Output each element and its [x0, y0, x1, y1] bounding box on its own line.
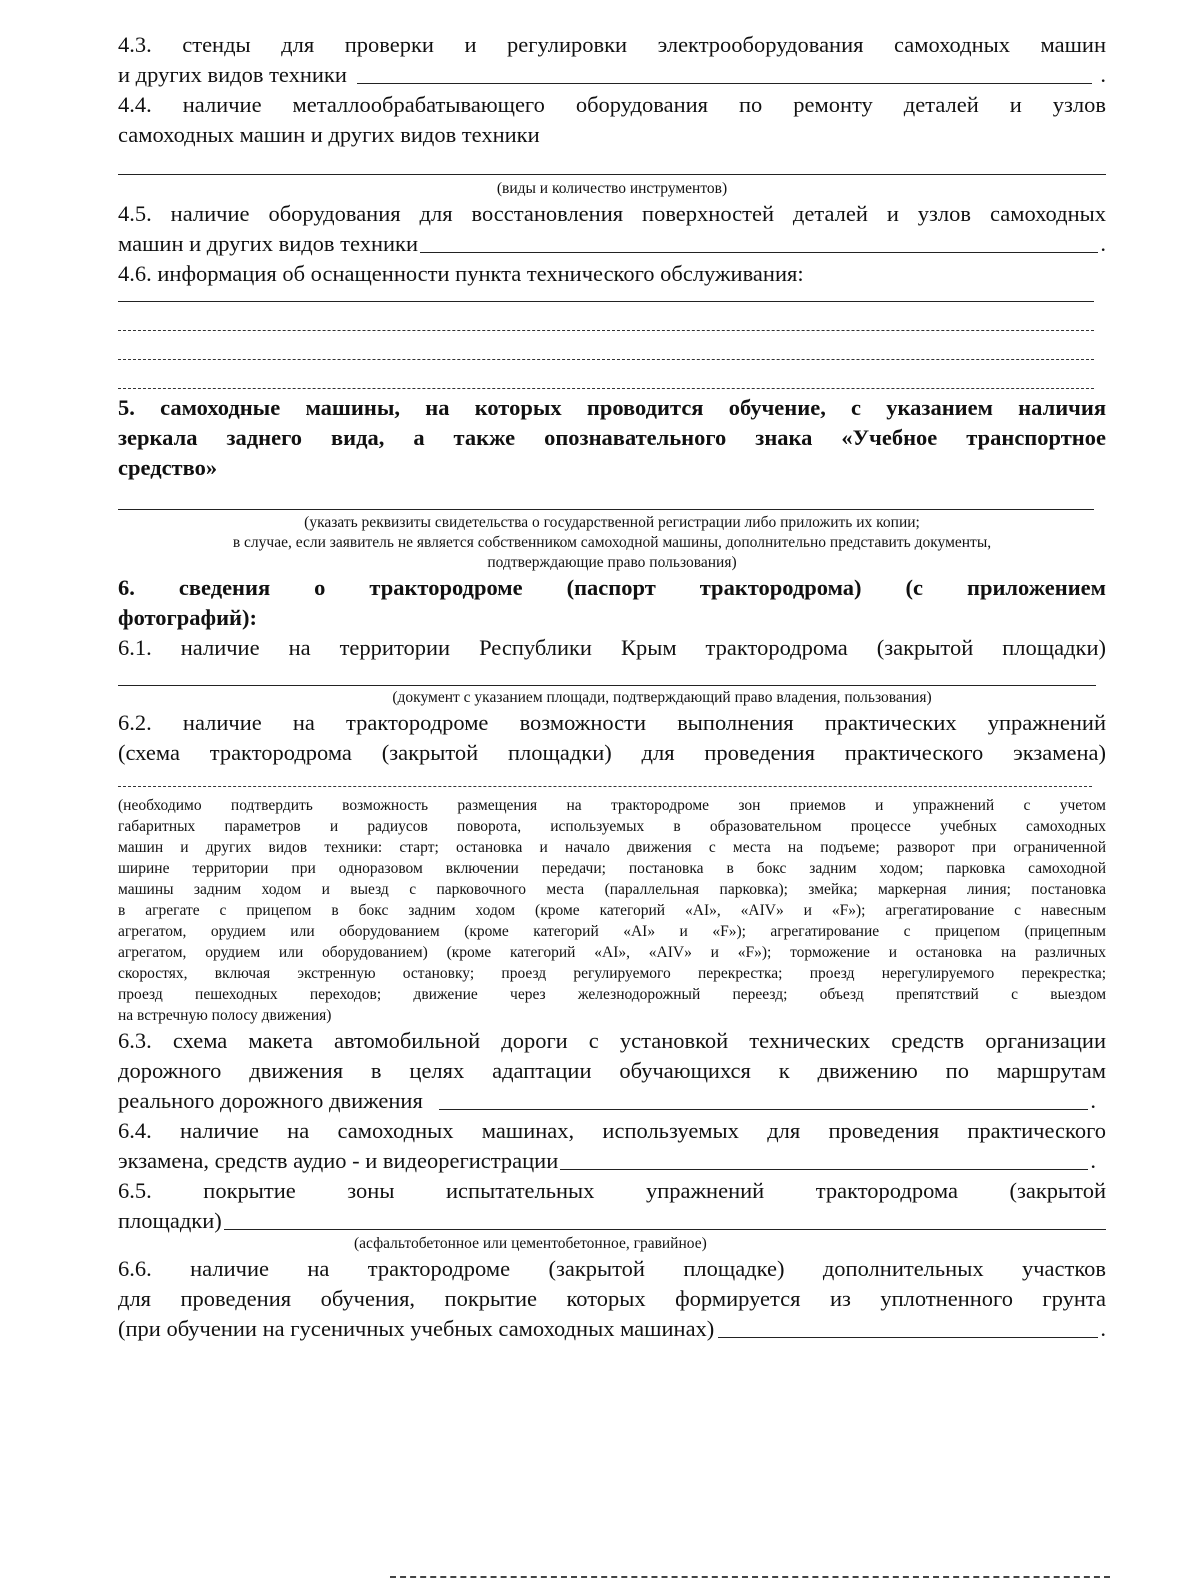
section-6-4-line1: 6.4. наличие на самоходных машинах, используемых для проведения практического [118, 1118, 1106, 1143]
note-line: скоростях, включая экстренную остановку; проезд регулируемого перекрестка; проезд нерегулируемого перекрестка; [118, 965, 1106, 982]
section-6-1-line1: 6.1. наличие на территории Республики Крым трактородрома (закрытой площадки) [118, 635, 1106, 660]
section-6-5-line2 [118, 1206, 1106, 1236]
section-6-5-text: площадки) [118, 1208, 222, 1233]
section-6-3-line1: 6.3. схема макета автомобильной дороги с установкой технических средств организации [118, 1028, 1106, 1053]
section-5-line1: 5. самоходные машины, на которых проводится обучение, с указанием наличия [118, 395, 1106, 420]
section-4-5-line2 [118, 229, 1106, 259]
section-5-fill-line[interactable] [118, 483, 1094, 510]
section-6-line2: фотографий): [118, 605, 257, 630]
section-6-4-fill-line[interactable] [560, 1151, 1088, 1170]
section-5-caption-2: в случае, если заявитель не является собственником самоходной машины, дополнительно представить документы, [232, 534, 992, 551]
note-line: габаритных параметров и радиусов поворота, используемых в образовательном процессе учебных самоходных [118, 818, 1106, 835]
section-4-4-line2: самоходных машин и других видов техники [118, 122, 540, 147]
section-4-6-fill-line-2[interactable] [118, 302, 1094, 331]
section-6-1-fill-line[interactable] [118, 663, 1096, 686]
note-line: в агрегате с прицепом в бокс задним ходом (кроме категорий «AI», «AIV» и «F»); агрегатирование с навесным [118, 902, 1106, 919]
section-6-3-fill-line[interactable] [439, 1091, 1089, 1110]
section-6-3-line3 [118, 1086, 1106, 1116]
section-4-4-fill-line[interactable] [118, 150, 1106, 175]
section-6-4-text: экзамена, средств аудио - и видеорегистрации [118, 1148, 559, 1173]
section-6-6-text: (при обучении на гусеничных учебных самоходных машинах) [118, 1316, 715, 1341]
document-page [118, 30, 1106, 1344]
section-6-5-fill-line[interactable] [224, 1211, 1106, 1230]
note-line: на встречную полосу движения) [118, 1007, 332, 1024]
section-6-4-end: . [1090, 1148, 1096, 1173]
section-4-6-line1: 4.6. информация об оснащенности пункта технического обслуживания: [118, 261, 804, 286]
section-6-6-line2: для проведения обучения, покрытие которых формируется из уплотненного грунта [118, 1286, 1106, 1311]
section-4-3-end: . [1100, 62, 1106, 87]
section-6-3-line2: дорожного движения в целях адаптации обучающихся к движению по маршрутам [118, 1058, 1106, 1083]
section-4-5-fill-line[interactable] [420, 234, 1098, 253]
section-4-3-line1: 4.3. стенды для проверки и регулировки электрооборудования самоходных машин [118, 32, 1106, 57]
section-6-4-line2 [118, 1146, 1106, 1176]
section-4-6-fill-line-1[interactable] [118, 289, 1094, 302]
note-line: ширине территории при одноразовом включении передачи; постановка в бокс задним ходом; парковка самоходной [118, 860, 1106, 877]
section-5-caption-3: подтверждающие право пользования) [487, 554, 737, 571]
section-6-6-line3 [118, 1314, 1106, 1344]
section-4-6-fill-line-4[interactable] [118, 360, 1094, 389]
section-6-2-line1: 6.2. наличие на трактородроме возможности выполнения практических упражнений [118, 710, 1106, 735]
section-5-line3: средство» [118, 455, 218, 480]
section-4-3-line2 [118, 60, 1106, 90]
note-line: машины задним ходом и выезд с парковочного места (параллельная парковка); змейка; маркерная линия; постановка [118, 881, 1106, 898]
section-4-4-caption: (виды и количество инструментов) [496, 180, 728, 197]
note-line: машин и других видов техники: старт; остановка и начало движения с места на подъеме; разворот при ограниченной [118, 839, 1106, 856]
section-4-5-end: . [1100, 231, 1106, 256]
section-6-line1: 6. сведения о трактородроме (паспорт трактородрома) (с приложением [118, 575, 1106, 600]
section-5-caption-1: (указать реквизиты свидетельства о государственной регистрации либо приложить их копии; [304, 514, 920, 531]
section-4-4-line1: 4.4. наличие металлообрабатывающего оборудования по ремонту деталей и узлов [118, 92, 1106, 117]
section-6-5-line1: 6.5. покрытие зоны испытательных упражнений трактородрома (закрытой [118, 1178, 1106, 1203]
section-6-3-text: реального дорожного движения [118, 1088, 423, 1113]
section-4-3-text: и других видов техники [118, 62, 347, 87]
section-6-5-caption: (асфальтобетонное или цементобетонное, гравийное) [354, 1235, 707, 1252]
section-4-3-fill-line[interactable] [357, 65, 1092, 84]
section-6-2-fill-line[interactable] [118, 768, 1092, 787]
section-6-1-caption: (документ с указанием площади, подтверждающий право владения, пользования) [392, 689, 932, 706]
section-5-line2: зеркала заднего вида, а также опознавательного знака «Учебное транспортное [118, 425, 1106, 450]
bottom-edge-marks [390, 1576, 1110, 1584]
section-6-6-line1: 6.6. наличие на трактородроме (закрытой площадке) дополнительных участков [118, 1256, 1106, 1281]
section-6-2-note [118, 795, 1106, 1026]
section-4-5-line1: 4.5. наличие оборудования для восстановления поверхностей деталей и узлов самоходных [118, 201, 1106, 226]
note-line: агрегатом, орудием или оборудованием (кроме категорий «AI» и «F»); агрегатирование с прицепом (прицепным [118, 923, 1106, 940]
section-6-6-end: . [1100, 1316, 1106, 1341]
section-6-6-fill-line[interactable] [718, 1319, 1098, 1338]
section-4-5-text: машин и других видов техники [118, 231, 419, 256]
section-6-2-line2: (схема трактородрома (закрытой площадки) для проведения практического экзамена) [118, 740, 1106, 765]
note-line: (необходимо подтвердить возможность размещения на трактородроме зон приемов и упражнений с учетом [118, 797, 1106, 814]
note-line: агрегатом, орудием или оборудованием) (кроме категорий «AI», «AIV» и «F»); торможение и остановка на различных [118, 944, 1106, 961]
note-line: проезд пешеходных переходов; движение через железнодорожный переезд; объезд препятствий с выездом [118, 986, 1106, 1003]
section-6-3-end: . [1090, 1088, 1096, 1113]
section-4-6-fill-line-3[interactable] [118, 331, 1094, 360]
